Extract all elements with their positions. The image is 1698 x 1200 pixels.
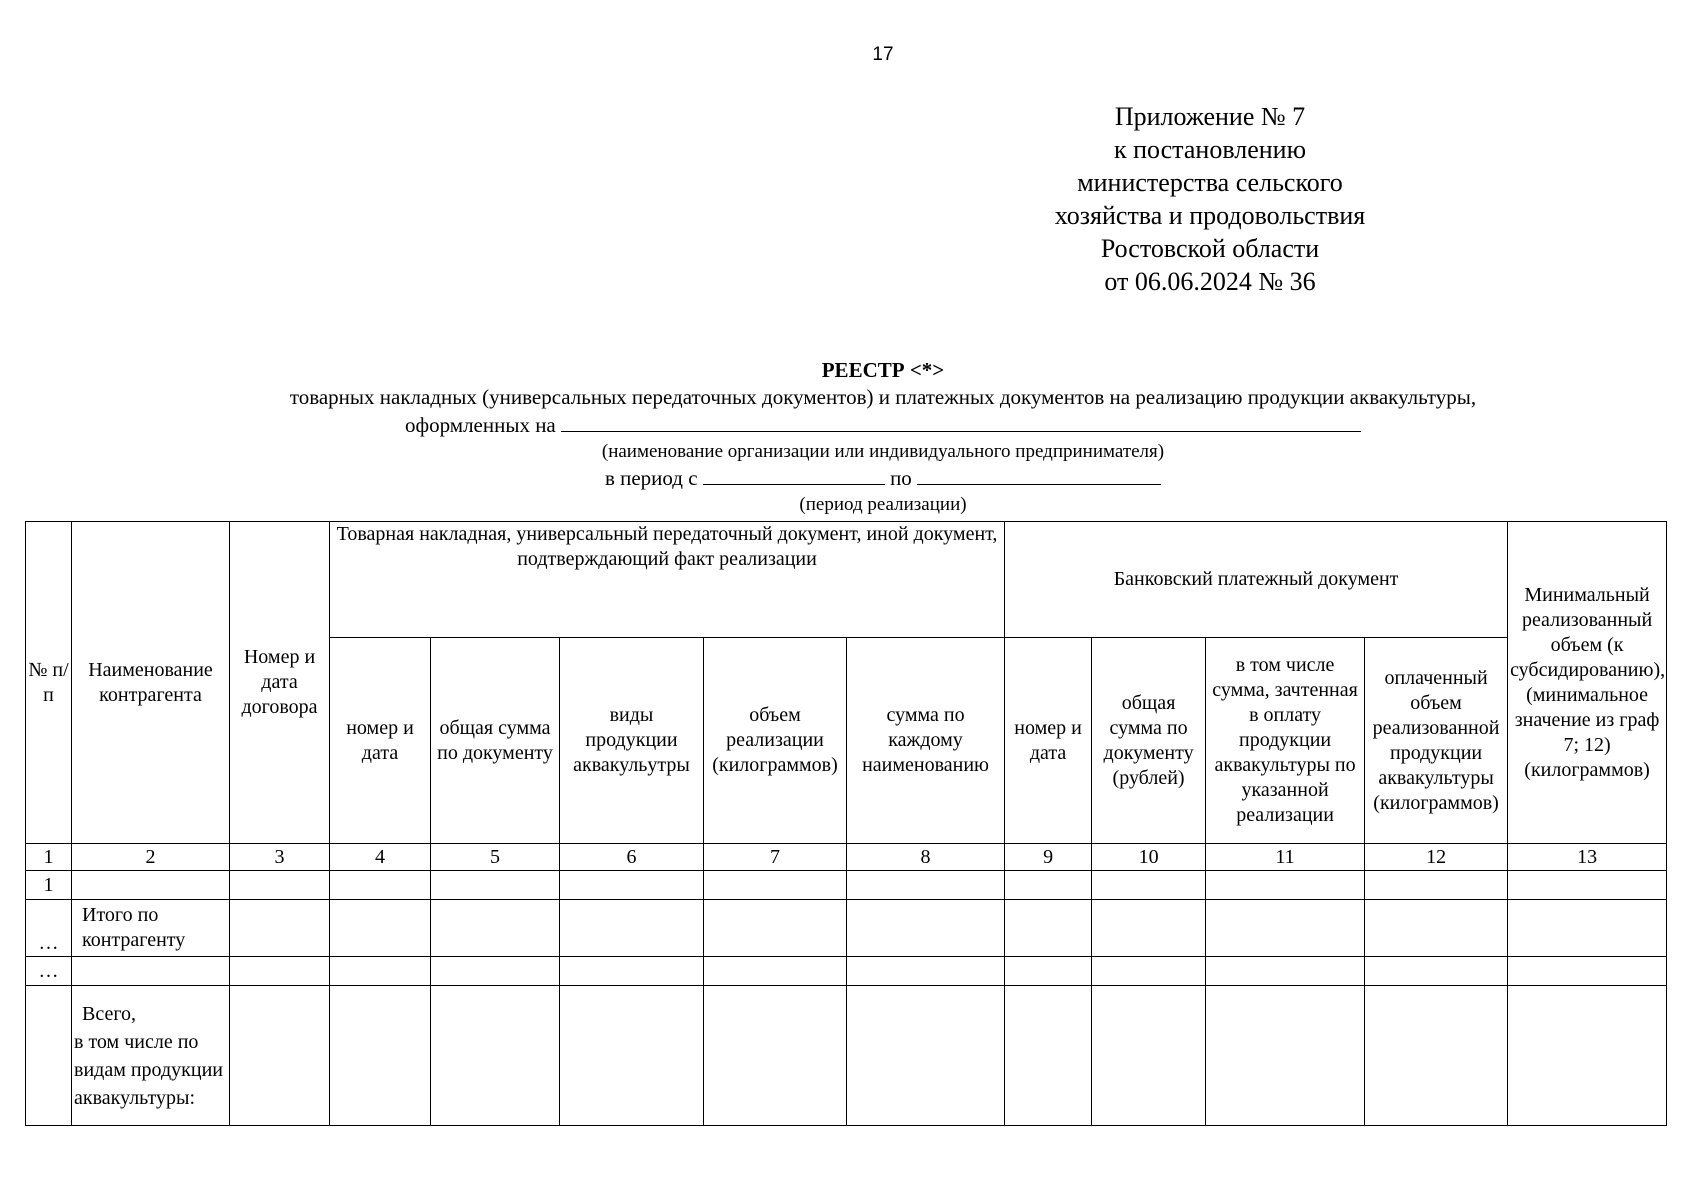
table-cell[interactable] bbox=[847, 900, 1005, 957]
table-cell[interactable] bbox=[230, 957, 330, 986]
registry-table bbox=[25, 521, 1667, 1126]
header-counterparty-name: Наименование контрагента bbox=[72, 522, 230, 844]
appendix-line: хозяйства и продовольствия bbox=[1054, 201, 1366, 230]
header-waybill-number-date: номер и дата bbox=[330, 638, 431, 844]
organization-prefix: оформленных на bbox=[404, 413, 556, 437]
period-hint: (период реализации) bbox=[799, 494, 967, 515]
column-number-row bbox=[26, 844, 1667, 871]
header-paid-volume: оплаченный объем реализованной продукции аквакультуры (килограммов) bbox=[1365, 638, 1508, 844]
table-row bbox=[26, 957, 1667, 986]
registry-title-block bbox=[0, 357, 1698, 517]
table-cell[interactable] bbox=[704, 986, 847, 1126]
column-number: 9 bbox=[1005, 844, 1092, 871]
organization-hint: (наименование организации или индивидуального предпринимателя) bbox=[601, 441, 1165, 462]
table-cell[interactable] bbox=[704, 871, 847, 900]
table-cell[interactable] bbox=[26, 986, 72, 1126]
header-product-types: виды продукции аквакульутры bbox=[560, 638, 704, 844]
column-number: 4 bbox=[330, 844, 431, 871]
appendix-line: к постановлению bbox=[1113, 135, 1307, 164]
header-waybill-total: общая сумма по документу bbox=[431, 638, 560, 844]
table-cell[interactable] bbox=[1092, 871, 1206, 900]
table-cell[interactable] bbox=[560, 957, 704, 986]
column-number: 7 bbox=[704, 844, 847, 871]
column-number: 13 bbox=[1508, 844, 1667, 871]
table-row bbox=[26, 871, 1667, 900]
table-cell[interactable] bbox=[1206, 900, 1365, 957]
grand-total-label bbox=[72, 986, 230, 1126]
appendix-line: от 06.06.2024 № 36 bbox=[1104, 267, 1316, 296]
header-contract-number-date: Номер и дата договора bbox=[230, 522, 330, 844]
row-number-cell: 1 bbox=[26, 871, 72, 900]
page-number: 17 bbox=[872, 44, 894, 65]
registry-subtitle: товарных накладных (универсальных передаточных документов) и платежных документов на реализацию продукции аквакультуры, bbox=[289, 385, 1477, 409]
header-bank-payment-group: Банковский платежный документ bbox=[1005, 522, 1508, 638]
appendix-line: министерства сельского bbox=[1077, 168, 1343, 197]
table-cell[interactable] bbox=[230, 986, 330, 1126]
appendix-line: Приложение № 7 bbox=[1114, 102, 1306, 131]
table-cell[interactable] bbox=[847, 957, 1005, 986]
table-cell[interactable] bbox=[1508, 900, 1667, 957]
column-number: 11 bbox=[1206, 844, 1365, 871]
row-number-cell: … bbox=[26, 900, 72, 957]
table-cell[interactable] bbox=[431, 900, 560, 957]
table-cell[interactable] bbox=[431, 871, 560, 900]
table-cell[interactable] bbox=[1092, 986, 1206, 1126]
header-minimum-volume: Минимальный реализованный объем (к субсидированию), (минимальное значение из граф 7; 12) (килограммов) bbox=[1508, 522, 1667, 844]
table-cell[interactable] bbox=[560, 871, 704, 900]
table-cell[interactable] bbox=[847, 871, 1005, 900]
table-cell[interactable] bbox=[230, 871, 330, 900]
table-cell[interactable] bbox=[1005, 986, 1092, 1126]
column-number: 2 bbox=[72, 844, 230, 871]
period-prefix: в период с bbox=[604, 466, 698, 490]
table-cell[interactable] bbox=[1206, 986, 1365, 1126]
organization-blank-field[interactable] bbox=[561, 411, 1361, 432]
table-cell[interactable] bbox=[1365, 957, 1508, 986]
table-cell[interactable] bbox=[72, 957, 230, 986]
header-payment-credited-amount: в том числе сумма, зачтенная в оплату продукции аквакультуры по указанной реализации bbox=[1206, 638, 1365, 844]
table-cell[interactable] bbox=[560, 986, 704, 1126]
table-cell[interactable] bbox=[1365, 986, 1508, 1126]
table-cell[interactable] bbox=[1365, 871, 1508, 900]
appendix-header bbox=[980, 100, 1440, 298]
period-mid: по bbox=[890, 466, 912, 490]
period-start-blank-field[interactable] bbox=[703, 464, 885, 485]
appendix-line: Ростовской области bbox=[1100, 234, 1320, 263]
grand-total-line: Всего, bbox=[82, 1002, 137, 1025]
table-cell[interactable] bbox=[560, 900, 704, 957]
table-cell[interactable] bbox=[1508, 986, 1667, 1126]
table-cell[interactable] bbox=[1508, 871, 1667, 900]
registry-period-line bbox=[0, 464, 1698, 492]
header-sales-volume: объем реализации (килограммов) bbox=[704, 638, 847, 844]
grand-total-line: в том числе по видам продукции аквакультуры: bbox=[74, 1030, 223, 1109]
header-row-number: № п/п bbox=[26, 522, 72, 844]
column-number: 1 bbox=[26, 844, 72, 871]
row-number-cell: … bbox=[26, 957, 72, 986]
header-amount-per-item: сумма по каждому наименованию bbox=[847, 638, 1005, 844]
table-cell[interactable] bbox=[330, 900, 431, 957]
table-cell[interactable] bbox=[1206, 957, 1365, 986]
header-payment-total: общая сумма по документу (рублей) bbox=[1092, 638, 1206, 844]
column-number: 10 bbox=[1092, 844, 1206, 871]
table-cell[interactable] bbox=[72, 871, 230, 900]
table-cell[interactable] bbox=[1005, 900, 1092, 957]
table-cell[interactable] bbox=[330, 957, 431, 986]
header-payment-number-date: номер и дата bbox=[1005, 638, 1092, 844]
table-cell[interactable] bbox=[330, 871, 431, 900]
table-cell[interactable] bbox=[1005, 871, 1092, 900]
registry-heading: РЕЕСТР <*> bbox=[821, 358, 945, 382]
table-cell[interactable] bbox=[1092, 957, 1206, 986]
column-number: 6 bbox=[560, 844, 704, 871]
table-row bbox=[26, 986, 1667, 1126]
period-end-blank-field[interactable] bbox=[917, 464, 1161, 485]
header-waybill-group: Товарная накладная, универсальный передаточный документ, иной документ, подтверждающий факт реализации bbox=[330, 522, 1005, 638]
table-cell[interactable] bbox=[847, 986, 1005, 1126]
table-cell[interactable] bbox=[704, 957, 847, 986]
column-number: 8 bbox=[847, 844, 1005, 871]
column-number: 12 bbox=[1365, 844, 1508, 871]
table-cell[interactable] bbox=[230, 900, 330, 957]
table-cell[interactable] bbox=[431, 957, 560, 986]
table-cell[interactable] bbox=[1508, 957, 1667, 986]
table-cell[interactable] bbox=[1092, 900, 1206, 957]
table-cell[interactable] bbox=[1206, 871, 1365, 900]
counterparty-subtotal-label: Итого по контрагенту bbox=[72, 900, 230, 957]
column-number: 5 bbox=[431, 844, 560, 871]
table-row bbox=[26, 900, 1667, 957]
column-number: 3 bbox=[230, 844, 330, 871]
table-cell[interactable] bbox=[704, 900, 847, 957]
table-cell[interactable] bbox=[1005, 957, 1092, 986]
table-cell[interactable] bbox=[330, 986, 431, 1126]
table-cell[interactable] bbox=[431, 986, 560, 1126]
table-cell[interactable] bbox=[1365, 900, 1508, 957]
registry-organization-line bbox=[0, 411, 1698, 439]
